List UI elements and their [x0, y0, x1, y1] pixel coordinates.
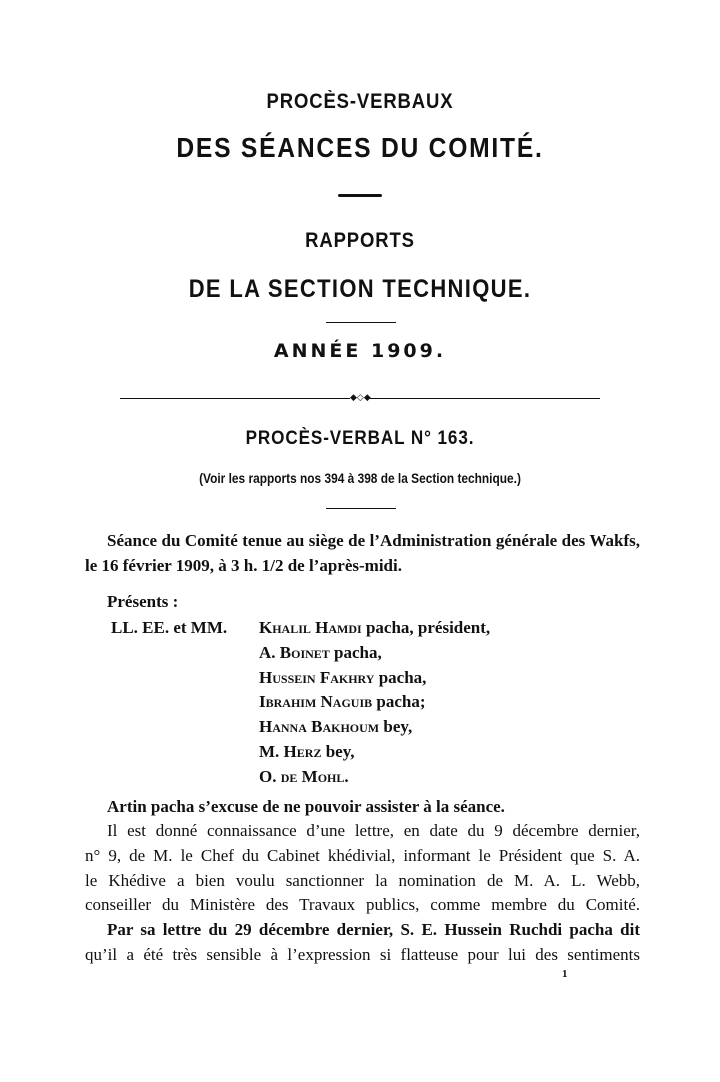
minutes-reference: (Voir les rapports nos 394 à 398 de la Section technique.)	[199, 470, 521, 486]
member-line: M. Herz bey,	[259, 742, 355, 761]
year-heading: ANNÉE 1909.	[273, 340, 447, 362]
body-line: qu’il a été très sensible à l’expression si flatteuse pour lui des sentiments	[85, 945, 640, 964]
page-number: 1	[562, 968, 568, 980]
minutes-title: PROCÈS-VERBAL N° 163.	[245, 428, 475, 449]
title-line-1: PROCÈS-VERBAUX	[266, 90, 454, 113]
member-line: Khalil Hamdi pacha, président,	[259, 618, 491, 637]
member-line: Hussein Fakhry pacha,	[259, 668, 427, 687]
body-line: Par sa lettre du 29 décembre dernier, S. E. Hussein Ruchdi pacha dit	[107, 920, 640, 939]
member-line: Hanna Bakhoum bey,	[259, 717, 413, 736]
body-line: Il est donné connaissance d’une lettre, en date du 9 décembre dernier,	[107, 821, 640, 840]
short-rule	[326, 508, 396, 509]
present-label: Présents :	[107, 592, 179, 611]
member-line: Ibrahim Naguib pacha;	[259, 692, 426, 711]
member-line: O. de Mohl.	[259, 767, 349, 786]
ornament-divider	[338, 194, 382, 197]
body-line: n° 9, de M. le Chef du Cabinet khédivial, informant le Président que S. A.	[85, 846, 640, 865]
subtitle-line-2: DE LA SECTION TECHNIQUE.	[188, 275, 532, 303]
member-line: A. Boinet pacha,	[259, 643, 382, 662]
body-line: conseiller du Ministère des Travaux publics, comme membre du Comité.	[85, 895, 640, 914]
present-prefix: LL. EE. et MM.	[111, 618, 228, 637]
body-line: Artin pacha s’excuse de ne pouvoir assister à la séance.	[107, 797, 505, 816]
intro-line-1: Séance du Comité tenue au siège de l’Administration générale des Wakfs,	[107, 531, 640, 550]
subtitle-line-1: RAPPORTS	[305, 229, 415, 252]
short-rule	[326, 322, 396, 323]
body-line: le Khédive a bien voulu sanctionner la nomination de M. A. L. Webb,	[85, 871, 640, 890]
ornament-icon: ◆◇◆	[350, 393, 371, 403]
intro-line-2: le 16 février 1909, à 3 h. 1/2 de l’après-midi.	[85, 556, 402, 575]
title-line-2: DES SÉANCES DU COMITÉ.	[176, 132, 544, 163]
